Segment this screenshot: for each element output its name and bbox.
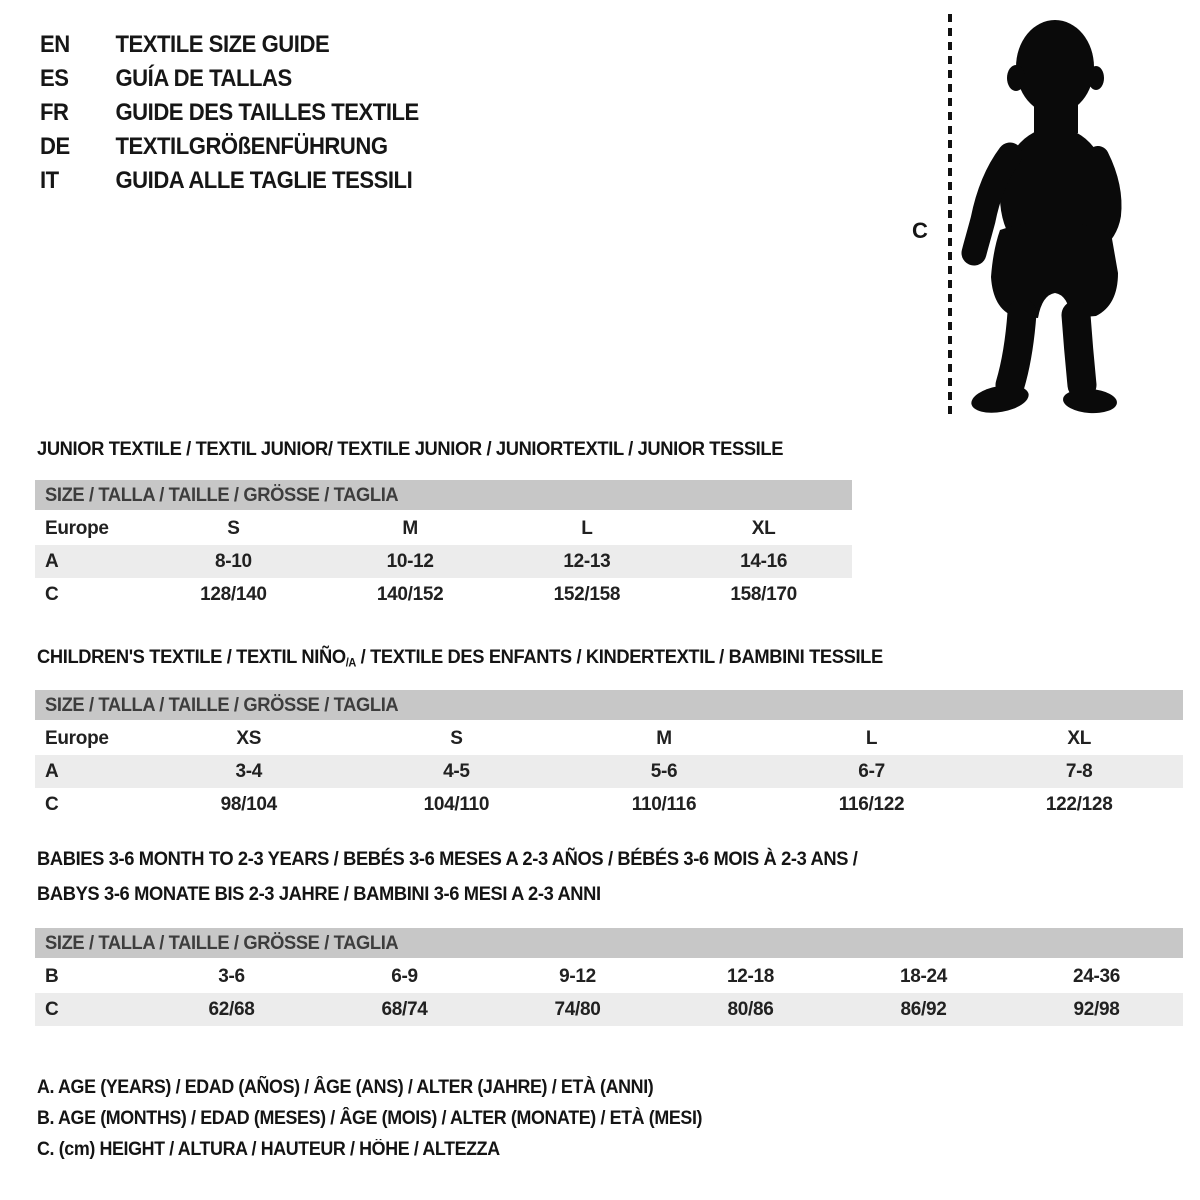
language-row-it xyxy=(40,164,419,198)
table-row-europe xyxy=(35,512,852,545)
row-label: Europe xyxy=(45,517,109,539)
size-cell: XS xyxy=(236,727,262,749)
size-cell: S xyxy=(227,517,240,539)
height-cell: 140/152 xyxy=(376,583,444,605)
table-row-europe xyxy=(35,722,1183,755)
height-cell: 152/158 xyxy=(553,583,621,605)
language-code: ES xyxy=(40,65,69,92)
legend-line-c: C. (cm) HEIGHT / ALTURA / HAUTEUR / HÖHE / ALTEZZA xyxy=(37,1139,500,1160)
size-cell: M xyxy=(402,517,418,539)
legend-line-b: B. AGE (MONTHS) / EDAD (MESES) / ÂGE (MOIS) / ALTER (MONATE) / ETÀ (MESI) xyxy=(37,1108,703,1129)
row-label: B xyxy=(45,965,59,987)
size-cell: XL xyxy=(1067,727,1092,749)
months-cell: 6-9 xyxy=(391,965,418,987)
language-code: DE xyxy=(40,133,70,160)
height-cell: 86/92 xyxy=(900,998,947,1020)
height-measure-line xyxy=(947,14,953,418)
height-cell: 158/170 xyxy=(730,583,797,605)
height-cell: 74/80 xyxy=(554,998,601,1020)
table-row-height xyxy=(35,578,852,611)
row-label: C xyxy=(45,793,59,815)
babies-title-line2: BABYS 3-6 MONATE BIS 2-3 JAHRE / BAMBINI 3-6 MESI A 2-3 ANNI xyxy=(37,883,601,905)
toddler-silhouette-icon xyxy=(955,14,1140,416)
age-cell: 10-12 xyxy=(386,550,434,572)
children-title-pre: CHILDREN'S TEXTILE / TEXTIL NIÑO xyxy=(37,646,346,668)
babies-table-header xyxy=(35,928,1183,958)
table-row-months xyxy=(35,960,1183,993)
age-cell: 6-7 xyxy=(858,760,885,782)
months-cell: 9-12 xyxy=(559,965,596,987)
height-cell: 62/68 xyxy=(208,998,255,1020)
age-cell: 8-10 xyxy=(214,550,252,572)
size-header-label: SIZE / TALLA / TAILLE / GRÖSSE / TAGLIA xyxy=(45,483,399,506)
junior-section-title: JUNIOR TEXTILE / TEXTIL JUNIOR/ TEXTILE JUNIOR / JUNIORTEXTIL / JUNIOR TESSILE xyxy=(37,438,784,460)
legend-line-a: A. AGE (YEARS) / EDAD (AÑOS) / ÂGE (ANS) / ALTER (JAHRE) / ETÀ (ANNI) xyxy=(37,1077,654,1098)
height-cell: 104/110 xyxy=(423,793,490,815)
language-label: GUIDE DES TAILLES TEXTILE xyxy=(115,99,419,126)
children-size-table xyxy=(35,690,1183,821)
babies-section-title xyxy=(37,842,858,912)
size-header-label: SIZE / TALLA / TAILLE / GRÖSSE / TAGLIA xyxy=(45,931,399,954)
language-label: TEXTILE SIZE GUIDE xyxy=(115,31,330,58)
children-title-sub: /A xyxy=(345,656,356,670)
row-label: A xyxy=(45,760,59,782)
size-cell: L xyxy=(581,517,593,539)
size-cell: S xyxy=(450,727,463,749)
age-cell: 7-8 xyxy=(1065,760,1093,782)
size-cell: M xyxy=(656,727,672,749)
months-cell: 12-18 xyxy=(726,965,775,987)
language-code: FR xyxy=(40,99,69,126)
table-row-height xyxy=(35,993,1183,1026)
language-code: IT xyxy=(40,167,59,194)
table-row-age xyxy=(35,755,1183,788)
junior-size-table xyxy=(35,480,852,611)
language-label: GUIDA ALLE TAGLIE TESSILI xyxy=(115,167,413,194)
measure-c-label: C xyxy=(912,218,928,243)
height-cell: 98/104 xyxy=(220,793,277,815)
junior-table-header xyxy=(35,480,852,510)
height-cell: 80/86 xyxy=(727,998,774,1020)
size-cell: L xyxy=(865,727,878,749)
children-table-header xyxy=(35,690,1183,720)
height-cell: 68/74 xyxy=(381,998,428,1020)
height-cell: 116/122 xyxy=(838,793,905,815)
height-cell: 122/128 xyxy=(1045,793,1113,815)
row-label: C xyxy=(45,998,59,1020)
language-row-de xyxy=(40,130,419,164)
row-label: C xyxy=(45,583,59,605)
months-cell: 24-36 xyxy=(1072,965,1121,987)
months-cell: 18-24 xyxy=(899,965,948,987)
row-label: A xyxy=(45,550,59,572)
size-header-label: SIZE / TALLA / TAILLE / GRÖSSE / TAGLIA xyxy=(45,693,399,716)
children-title-post: / TEXTILE DES ENFANTS / KINDERTEXTIL / BAMBINI TESSILE xyxy=(355,646,883,668)
table-row-age xyxy=(35,545,852,578)
language-row-es xyxy=(40,62,419,96)
language-list xyxy=(40,28,452,198)
babies-size-table xyxy=(35,928,1183,1026)
age-cell: 4-5 xyxy=(443,760,470,782)
language-row-fr xyxy=(40,96,419,130)
language-label: GUÍA DE TALLAS xyxy=(115,65,292,92)
size-cell: XL xyxy=(751,517,776,539)
age-cell: 5-6 xyxy=(650,760,678,782)
table-row-height xyxy=(35,788,1183,821)
language-row-en xyxy=(40,28,419,62)
row-label: Europe xyxy=(45,727,109,749)
legend xyxy=(37,1072,745,1165)
age-cell: 12-13 xyxy=(563,550,611,572)
age-cell: 3-4 xyxy=(235,760,263,782)
babies-title-line1: BABIES 3-6 MONTH TO 2-3 YEARS / BEBÉS 3-6 MESES A 2-3 AÑOS / BÉBÉS 3-6 MOIS À 2-3 ANS / xyxy=(37,848,858,870)
language-label: TEXTILGRÖßENFÜHRUNG xyxy=(115,133,388,160)
language-code: EN xyxy=(40,31,70,58)
height-cell: 110/116 xyxy=(631,793,697,815)
age-cell: 14-16 xyxy=(740,550,788,572)
height-cell: 92/98 xyxy=(1073,998,1120,1020)
children-section-title xyxy=(37,640,883,681)
months-cell: 3-6 xyxy=(218,965,245,987)
height-cell: 128/140 xyxy=(200,583,267,605)
